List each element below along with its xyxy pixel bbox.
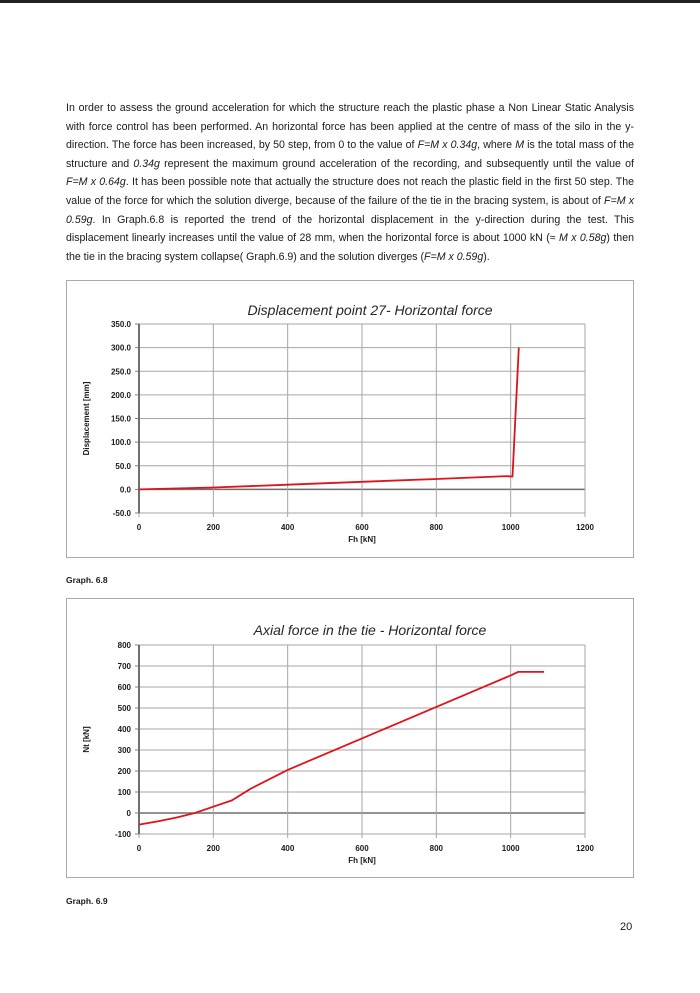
- x-tick-label: 200: [206, 523, 221, 532]
- italic-formula: F=M x 0.64g: [66, 176, 126, 189]
- x-tick-label: 400: [280, 523, 295, 532]
- y-tick-label: 350.0: [110, 320, 131, 329]
- y-axis-label: Displacement [mm]: [82, 381, 91, 456]
- chart-displacement-frame: [66, 280, 634, 558]
- chart-title: Displacement point 27- Horizontal force: [247, 302, 493, 318]
- y-tick-label: -50.0: [112, 509, 131, 518]
- x-tick-label: 0: [136, 844, 142, 853]
- y-tick-label: 250.0: [110, 367, 131, 377]
- y-tick-label: 500: [117, 704, 131, 713]
- chart-title: Axial force in the tie - Horizontal force: [253, 622, 487, 638]
- x-tick-label: 1200: [576, 523, 594, 532]
- paragraph-text: . In Graph.6.8 is reported the trend of the horizontal displacement in the y-direction during the test. This displacement linearly increases until the value of 28 mm, when the horizontal force is about 1000 kN (≈: [66, 213, 634, 245]
- chart-axial-force: [67, 599, 633, 877]
- x-tick-label: 0: [136, 523, 142, 532]
- body-paragraph: [66, 99, 634, 266]
- data-series-line: [139, 672, 544, 825]
- y-tick-label: 200: [117, 767, 131, 776]
- y-tick-label: 100.0: [110, 438, 131, 448]
- y-tick-label: 800: [117, 641, 131, 650]
- paragraph-text: In order to assess the ground acceleration for which the structure reach the plastic phase a Non Linear Static Analysis with force control has been performed. An horizontal force has been applied at the centre of mass of the silo in the y-direction. The force has been increased, by 50 step, from 0 to the value of: [66, 102, 634, 152]
- x-tick-label: 400: [280, 844, 295, 853]
- page-number: 20: [620, 921, 633, 933]
- y-tick-label: 400: [117, 725, 131, 734]
- x-tick-label: 200: [206, 844, 221, 853]
- italic-formula: 0.34g: [133, 157, 160, 170]
- x-tick-label: 1000: [501, 523, 520, 532]
- y-tick-label: 300.0: [110, 343, 131, 353]
- x-axis-label: Fh [kN]: [348, 535, 376, 544]
- chart-displacement: [67, 281, 633, 557]
- paragraph-text: . It has been possible note that actually the structure does not reach the plastic field in the first 50 step. The value of the force for which the solution diverge, because of the failure of the tie in the bracing system, is about of: [66, 176, 634, 207]
- x-tick-label: 600: [355, 523, 369, 532]
- paragraph-text: , where: [477, 139, 516, 152]
- italic-formula: F=M x 0.59g: [66, 194, 634, 226]
- y-axis-label: Nt [kN]: [82, 726, 91, 753]
- x-tick-label: 1200: [576, 844, 594, 853]
- italic-formula: F=M x 0.34g: [417, 139, 478, 152]
- page-top-edge: [0, 0, 700, 3]
- caption-graph-6-9: Graph. 6.9: [66, 896, 108, 906]
- x-tick-label: 1000: [501, 844, 520, 853]
- paragraph-text: ) then the tie in the bracing system collapse( Graph.6.9) and the solution diverges (: [66, 232, 634, 263]
- y-tick-label: 0.0: [119, 485, 131, 495]
- y-tick-label: 100: [117, 788, 131, 797]
- italic-formula: M x 0.58g: [558, 232, 607, 245]
- paragraph-text: ).: [483, 250, 490, 263]
- y-tick-label: 0: [126, 809, 131, 818]
- paragraph-text: represent the maximum ground acceleration of the recording, and subsequently until the value of: [159, 157, 634, 170]
- paragraph-text: is the total mass of the structure and: [66, 139, 634, 170]
- x-tick-label: 600: [355, 844, 369, 853]
- y-tick-label: 50.0: [115, 461, 131, 471]
- y-tick-label: 700: [117, 662, 131, 671]
- y-tick-label: -100: [114, 830, 131, 839]
- x-tick-label: 800: [429, 523, 444, 532]
- y-tick-label: 600: [117, 683, 131, 692]
- y-tick-label: 300: [117, 746, 131, 755]
- y-tick-label: 200.0: [110, 390, 131, 400]
- x-tick-label: 800: [429, 844, 444, 853]
- caption-graph-6-8: Graph. 6.8: [66, 575, 108, 585]
- italic-formula: M: [515, 139, 525, 152]
- italic-formula: F=M x 0.59g: [424, 250, 484, 263]
- y-tick-label: 150.0: [110, 414, 131, 424]
- x-axis-label: Fh [kN]: [348, 856, 376, 865]
- chart-axial-force-frame: [66, 598, 634, 878]
